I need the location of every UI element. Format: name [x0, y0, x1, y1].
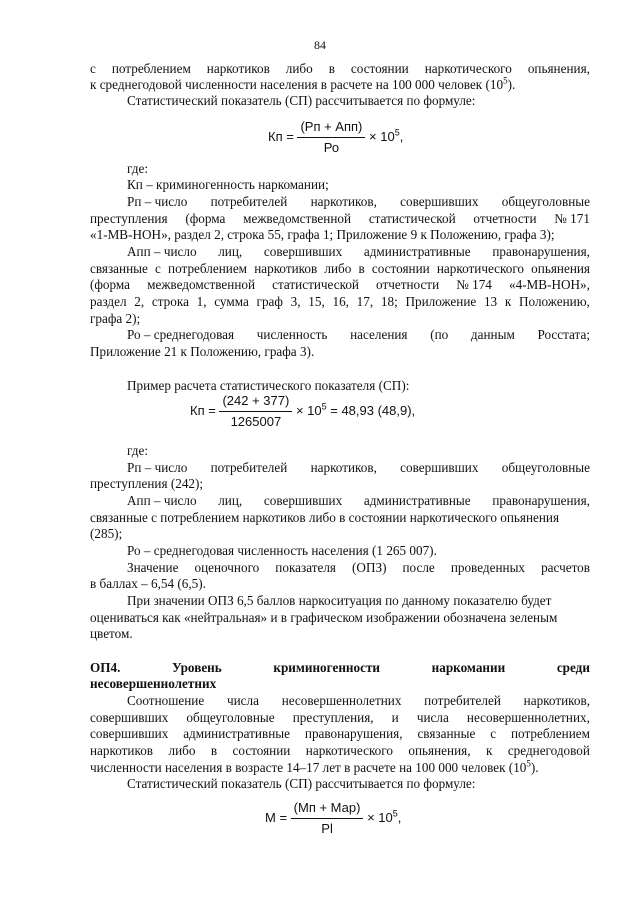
word: наркотического [305, 743, 393, 758]
word: в [358, 261, 365, 276]
section-heading-cont: несовершеннолетних [90, 676, 217, 691]
formula-example: Кп = $\frac{(242 + 377)}{1265007}$ × $10^5 = 48,93$ (48,9), [190, 393, 416, 429]
word: преступления, [292, 710, 374, 725]
word: преступления [90, 211, 168, 226]
word: Уровень [172, 660, 222, 675]
word: криминогенности [273, 660, 381, 675]
word: Росстата; [537, 327, 590, 342]
word: наркотиков [90, 743, 154, 758]
word: в [328, 61, 335, 76]
word: с [490, 726, 497, 741]
text-line [90, 211, 590, 227]
word: (форма [90, 277, 131, 292]
text-line [127, 493, 590, 509]
word: административные [183, 726, 290, 741]
word: Рп – число [127, 194, 188, 209]
text-line [127, 560, 590, 576]
word: числа [416, 710, 449, 725]
word: ОП4. [90, 660, 121, 675]
word: либо [285, 61, 313, 76]
text-line: связанные с потреблением наркотиков либо в состоянии наркотического опьянения [90, 510, 560, 525]
word: № 174 [456, 277, 492, 292]
word: лиц, [218, 493, 243, 508]
word: строка [151, 294, 189, 309]
word: потреблением [168, 261, 248, 276]
word: состоянии [232, 743, 291, 758]
text-line: При значении ОПЗ 6,5 баллов наркоситуация по данному показателю будет [127, 593, 552, 608]
word: Положению, [519, 294, 590, 309]
text-line [90, 277, 590, 293]
word: наркотиков [206, 61, 270, 76]
word: Соотношение [127, 693, 205, 708]
text-line: Ро – среднегодовая численность населения (1 265 007). [127, 543, 437, 558]
word: отчетности [473, 211, 537, 226]
word: межведомственной [147, 277, 256, 292]
text-line: Статистический показатель (СП) рассчитывается по формуле: [127, 93, 476, 108]
word: наркотиков, [523, 693, 590, 708]
word: 16, [332, 294, 349, 309]
word: 1, [196, 294, 207, 309]
word: наркотического [436, 261, 525, 276]
word: Рп – число [127, 460, 188, 475]
word: к [485, 743, 493, 758]
word: (по [430, 327, 449, 342]
word: статистической [368, 211, 456, 226]
word: межведомственной [243, 211, 352, 226]
word: после [402, 560, 435, 575]
word: совершивших [400, 460, 479, 475]
text-line [127, 194, 590, 210]
word: численность [256, 327, 328, 342]
word: показателя [275, 560, 336, 575]
word: с [155, 261, 161, 276]
section-heading [90, 660, 590, 676]
word: опьянения, [408, 743, 471, 758]
text-line [90, 261, 590, 277]
word: потреблением [111, 61, 191, 76]
word: административные [363, 493, 471, 508]
word: 3, [290, 294, 301, 309]
word: в [210, 743, 218, 758]
word: связанные [90, 261, 148, 276]
word: статистической [272, 277, 359, 292]
text-line: Кп – криминогенность наркомании; [127, 177, 329, 192]
word: 13 [483, 294, 498, 309]
word: граф [256, 294, 283, 309]
text-line: где: [127, 443, 148, 458]
word: совершивших [263, 493, 343, 508]
word: общеуголовные [501, 460, 590, 475]
word: № 171 [554, 211, 590, 226]
word: числа [226, 693, 259, 708]
word: 18; [380, 294, 398, 309]
word: совершивших [90, 710, 169, 725]
text-line: (285); [90, 526, 123, 541]
text-line: преступления (242); [90, 476, 204, 491]
text-line: Приложение 21 к Положению, графа 3). [90, 344, 315, 359]
text-line [127, 693, 590, 709]
word: (ОПЗ) [352, 560, 387, 575]
word: опьянения [531, 261, 590, 276]
word: правонарушения, [492, 244, 590, 259]
word: оценочного [194, 560, 260, 575]
word: правонарушения, [304, 726, 403, 741]
word: к [504, 294, 512, 309]
word: состоянии [350, 61, 409, 76]
word: несовершеннолетних, [466, 710, 590, 725]
word: либо [168, 743, 196, 758]
word: 17, [356, 294, 374, 309]
word: с [90, 61, 96, 76]
text-line: графа 2); [90, 311, 141, 326]
text-line: где: [127, 161, 148, 176]
text-line [90, 726, 590, 742]
word: 2, [134, 294, 145, 309]
word: либо [324, 261, 352, 276]
word: отчетности [376, 277, 440, 292]
word: наркотического [424, 61, 512, 76]
word: общеуголовные [501, 194, 590, 209]
text-line [127, 327, 590, 343]
word: проведенных [450, 560, 526, 575]
text-line: «1-МВ-НОН», раздел 2, строка 55, графа 1; Приложение 9 к Положению, графа 3); [90, 227, 555, 242]
word: среднегодовой [507, 743, 590, 758]
word: 15, [308, 294, 325, 309]
formula-kp: Кп = $\frac{\text{(Рп + Апп)}}{Ро}$ × $10^5$, [268, 119, 404, 155]
word: «4-МВ-НОН», [508, 277, 590, 292]
word: Апп – число [127, 244, 197, 259]
text-line [127, 460, 590, 476]
word: связанные [417, 726, 476, 741]
word: (форма [185, 211, 226, 226]
word: наркотиков [254, 261, 318, 276]
example-title: Пример расчета статистического показателя (СП): [127, 378, 410, 393]
word: раздел [90, 294, 127, 309]
word: Ро – среднегодовая [127, 327, 235, 342]
word: и [391, 710, 399, 725]
text-line: цветом. [90, 626, 133, 641]
word: несовершеннолетних [281, 693, 402, 708]
word: Приложение [405, 294, 477, 309]
page-number: 84 [314, 38, 326, 52]
word: опьянения, [527, 61, 590, 76]
text-line [90, 61, 590, 77]
word: наркотиков, [310, 194, 377, 209]
word: лиц, [218, 244, 243, 259]
word: потреблением [511, 726, 590, 741]
word: Апп – число [127, 493, 197, 508]
word: Значение [127, 560, 179, 575]
word: потребителей [210, 194, 288, 209]
text-line: оцениваться как «нейтральная» и в графическом изображении обозначена зеленым [90, 610, 558, 625]
word: совершивших [263, 244, 343, 259]
word: общеуголовные [186, 710, 275, 725]
word: административные [363, 244, 471, 259]
text-line [90, 710, 590, 726]
word: сумма [214, 294, 249, 309]
word: наркотиков, [310, 460, 377, 475]
word: данным [470, 327, 515, 342]
text-line: численности населения в возрасте 14–17 лет в расчете на 100 000 человек $(10^5)$. [90, 758, 539, 775]
text-line: к среднегодовой численности населения в расчете на 100 000 человек $(10^5)$. [90, 75, 516, 92]
word: потребителей [210, 460, 288, 475]
text-line [90, 743, 590, 759]
word: потребителей [424, 693, 501, 708]
text-line: Статистический показатель (СП) рассчитывается по формуле: [127, 776, 476, 791]
text-line [127, 244, 590, 260]
word: населения [350, 327, 408, 342]
word: состоянии [371, 261, 430, 276]
word: расчетов [541, 560, 590, 575]
word: среди [556, 660, 590, 675]
word: правонарушения, [492, 493, 590, 508]
word: совершивших [90, 726, 169, 741]
word: совершивших [400, 194, 479, 209]
text-line: в баллах – 6,54 (6,5). [90, 576, 206, 591]
word: наркомании [431, 660, 506, 675]
text-line [90, 294, 590, 310]
formula-m: М = $\frac{\text{(Мп + Мар)}}{Рl}$ × $10^5$, [265, 800, 402, 836]
